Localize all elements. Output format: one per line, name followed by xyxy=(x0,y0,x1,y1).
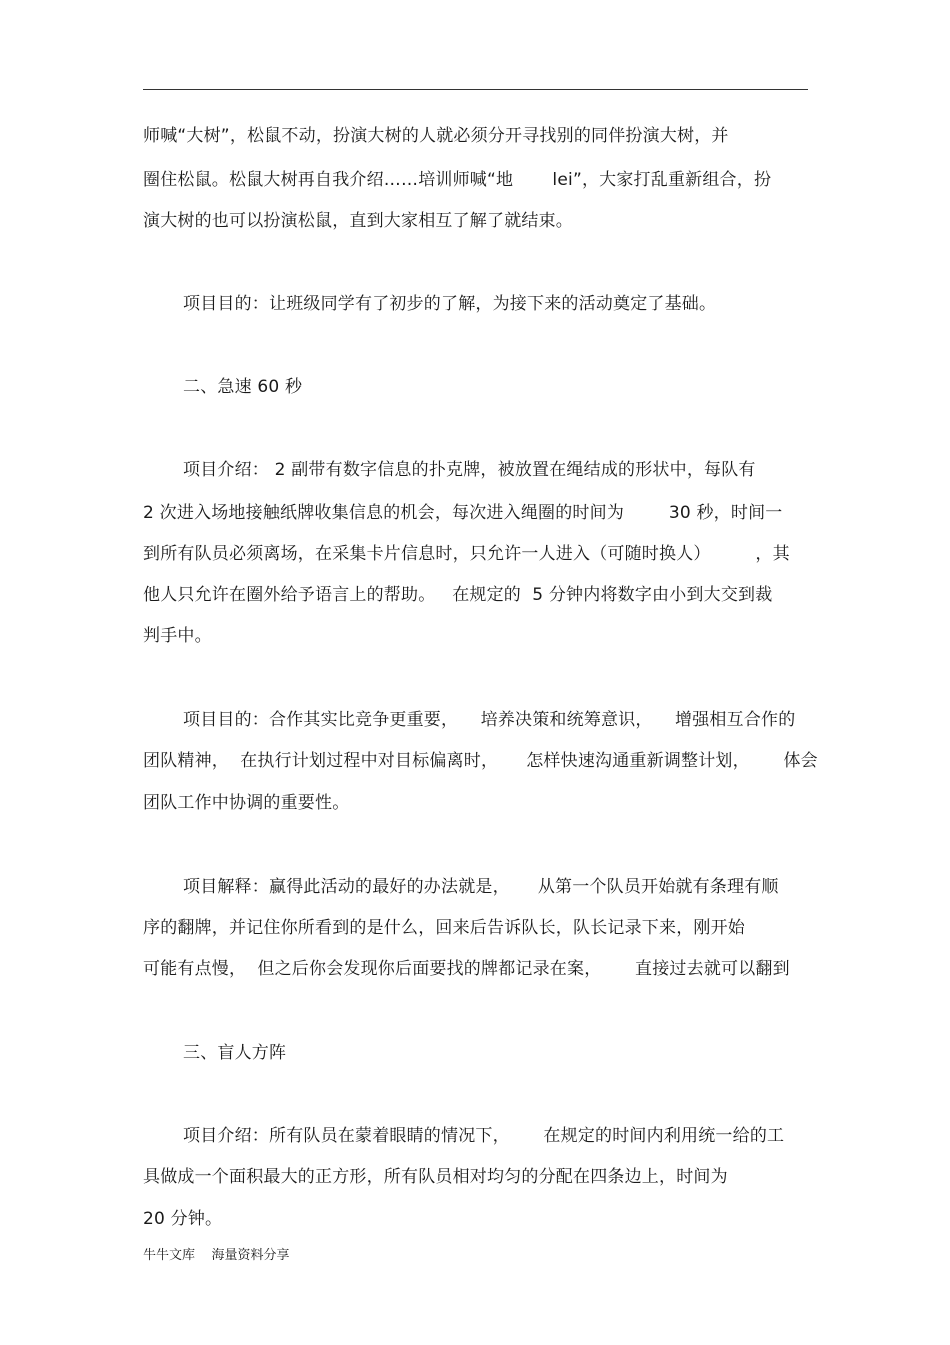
paragraph-line: 20 分钟。 xyxy=(143,1209,223,1229)
paragraph-line: 序的翻牌，并记住你所看到的是什么，回来后告诉队长，队长记录下来，刚开始 xyxy=(143,918,745,938)
header-rule xyxy=(143,89,808,90)
paragraph-line: 他人只允许在圈外给予语言上的帮助。 在规定的 5 分钟内将数字由小到大交到裁 xyxy=(143,585,773,605)
paragraph-line: 团队精神， 在执行计划过程中对目标偏离时， 怎样快速沟通重新调整计划， 体会 xyxy=(143,751,818,771)
paragraph-line: 到所有队员必须离场，在采集卡片信息时，只允许一人进入（可随时换人） ，其 xyxy=(143,544,790,564)
section-heading: 二、急速 60 秒 xyxy=(183,377,303,397)
paragraph-line: 项目目的：让班级同学有了初步的了解，为接下来的活动奠定了基础。 xyxy=(183,294,717,314)
paragraph-line: 项目目的：合作其实比竞争更重要， 培养决策和统筹意识， 增强相互合作的 xyxy=(183,710,796,730)
paragraph-line: 项目解释：赢得此活动的最好的办法就是， 从第一个队员开始就有条理有顺 xyxy=(183,877,779,897)
paragraph-line: 可能有点慢， 但之后你会发现你后面要找的牌都记录在案， 直接过去就可以翻到 xyxy=(143,959,790,979)
paragraph-line: 师喊“大树”，松鼠不动，扮演大树的人就必须分开寻找别的同伴扮演大树，并 xyxy=(143,126,729,146)
paragraph-line: 判手中。 xyxy=(143,626,212,646)
paragraph-line: 项目介绍：所有队员在蒙着眼睛的情况下， 在规定的时间内利用统一给的工 xyxy=(183,1126,785,1146)
paragraph-line: 圈住松鼠。松鼠大树再自我介绍……培训师喊“地 lei”，大家打乱重新组合，扮 xyxy=(143,170,772,190)
paragraph-line: 项目介绍： 2 副带有数字信息的扑克牌，被放置在绳结成的形状中，每队有 xyxy=(183,460,756,480)
paragraph-line: 2 次进入场地接触纸牌收集信息的机会，每次进入绳圈的时间为 30 秒，时间一 xyxy=(143,503,783,523)
paragraph-line: 团队工作中协调的重要性。 xyxy=(143,793,350,813)
paragraph-line: 具做成一个面积最大的正方形，所有队员相对均匀的分配在四条边上，时间为 xyxy=(143,1167,728,1187)
section-heading: 三、盲人方阵 xyxy=(183,1043,287,1063)
paragraph-line: 演大树的也可以扮演松鼠，直到大家相互了解了就结束。 xyxy=(143,211,573,231)
page-footer: 牛牛文库 海量资料分享 xyxy=(143,1248,290,1263)
